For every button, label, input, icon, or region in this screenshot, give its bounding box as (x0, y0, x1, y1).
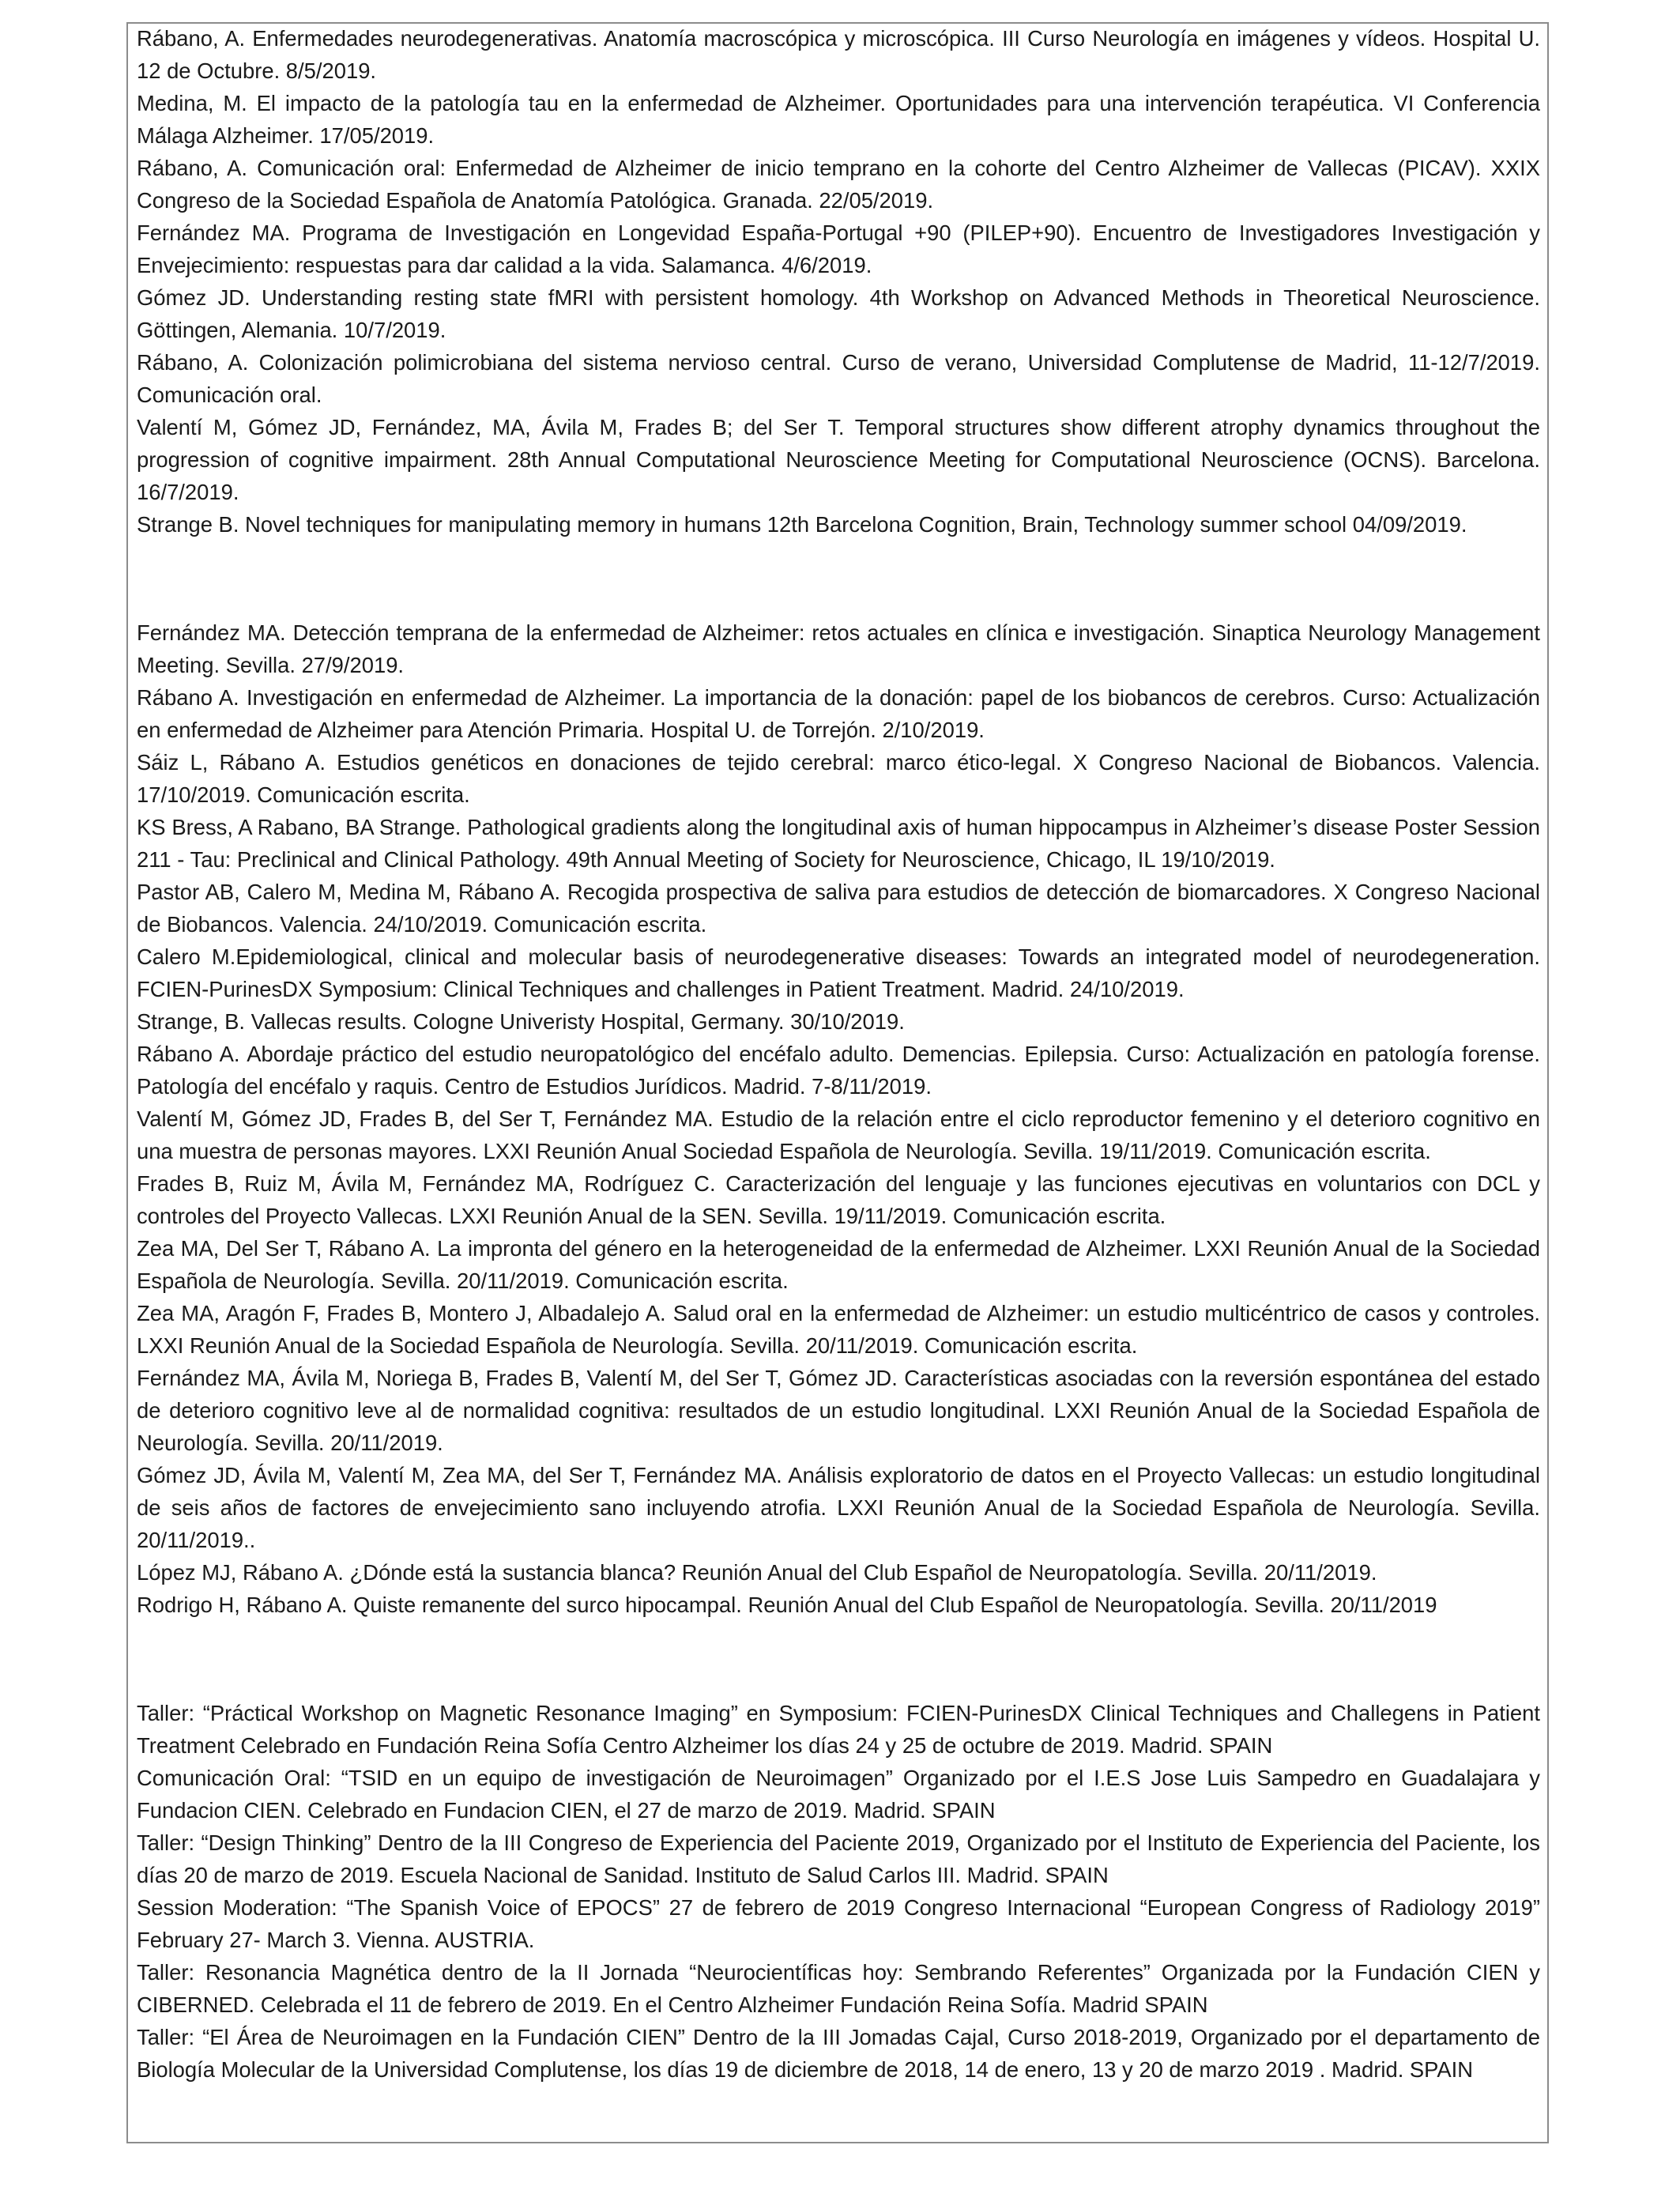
reference-entry: López MJ, Rábano A. ¿Dónde está la sustancia blanca? Reunión Anual del Club Español de Neuropatología. Sevilla. 20/11/2019. (137, 1559, 1377, 1585)
reference-entry: KS Bress, A Rabano, BA Strange. Pathological gradients along the longitudinal axis of human hippocampus in Alzheimer’s disease Poster Session 211 - Tau: Preclinical and Clinical Pathology. 49th Annual Meeting of Society for Neuroscience, Chicago, IL 19/10/2019. (137, 814, 1540, 872)
reference-entry: Session Moderation: “The Spanish Voice of EPOCS” 27 de febrero de 2019 Congreso Internacional “European Congress of Radiology 2019” February 27- March 3. Vienna. AUSTRIA. (137, 1894, 1540, 1952)
reference-entry: Zea MA, Aragón F, Frades B, Montero J, Albadalejo A. Salud oral en la enfermedad de Alzheimer: un estudio multicéntrico de casos y controles. LXXI Reunión Anual de la Sociedad Española de Neurología. Sevilla. 20/11/2019. Comunicación escrita. (137, 1300, 1540, 1358)
reference-entry: Frades B, Ruiz M, Ávila M, Fernández MA, Rodríguez C. Caracterización del lenguaje y las funciones ejecutivas en voluntarios con DCL y controles del Proyecto Vallecas. LXXI Reunión Anual de la SEN. Sevilla. 19/11/2019. Comunicación escrita. (137, 1171, 1540, 1228)
reference-entry: Taller: “Design Thinking” Dentro de la III Congreso de Experiencia del Paciente 2019, Organizado por el Instituto de Experiencia del Paciente, los días 20 de marzo de 2019. Escuela Nacional de Sanidad. Instituto de Salud Carlos III. Madrid. SPAIN (137, 1830, 1540, 1887)
reference-entry: Gómez JD, Ávila M, Valentí M, Zea MA, del Ser T, Fernández MA. Análisis exploratorio de datos en el Proyecto Vallecas: un estudio longitudinal de seis años de factores de envejecimiento sano incluyendo atrofia. LXXI Reunión Anual de la Sociedad Española de Neurología. Sevilla. 20/11/2019.. (137, 1462, 1540, 1552)
reference-entry: Rábano, A. Colonización polimicrobiana del sistema nervioso central. Curso de verano, Universidad Complutense de Madrid, 11-12/7/2019. Comunicación oral. (137, 350, 1540, 407)
reference-entry: Taller: “Práctical Workshop on Magnetic Resonance Imaging” en Symposium: FCIEN-PurinesDX Clinical Techniques and Challegens in Patient Treatment Celebrado en Fundación Reina Sofía Centro Alzheimer los días 24 y 25 de octubre de 2019. Madrid. SPAIN (137, 1700, 1540, 1758)
blank-line (137, 1642, 1540, 1675)
reference-entry: Rábano A. Investigación en enfermedad de Alzheimer. La importancia de la donación: papel de los biobancos de cerebros. Curso: Actualización en enfermedad de Alzheimer para Atención Primaria. Hospital U. de Torrejón. 2/10/2019. (137, 684, 1540, 742)
reference-entry: Zea MA, Del Ser T, Rábano A. La impronta del género en la heterogeneidad de la enfermedad de Alzheimer. LXXI Reunión Anual de la Sociedad Española de Neurología. Sevilla. 20/11/2019. Comunicación escrita. (137, 1235, 1540, 1293)
reference-entry: Rábano, A. Enfermedades neurodegenerativas. Anatomía macroscópica y microscópica. III Curso Neurología en imágenes y vídeos. Hospital U. 12 de Octubre. 8/5/2019. (137, 26, 1540, 83)
blank-line (137, 562, 1540, 594)
reference-entry: Pastor AB, Calero M, Medina M, Rábano A. Recogida prospectiva de saliva para estudios de detección de biomarcadores. X Congreso Nacional de Biobancos. Valencia. 24/10/2019. Comunicación escrita. (137, 879, 1540, 937)
reference-entry: Rábano, A. Comunicación oral: Enfermedad de Alzheimer de inicio temprano en la cohorte del Centro Alzheimer de Vallecas (PICAV). XXIX Congreso de la Sociedad Española de Anatomía Patológica. Granada. 22/05/2019. (137, 156, 1540, 213)
reference-entry: Taller: Resonancia Magnética dentro de la II Jornada “Neurocientíficas hoy: Sembrando Referentes” Organizada por la Fundación CIEN y CIBERNED. Celebrada el 11 de febrero de 2019. En el Centro Alzheimer Fundación Reina Sofía. Madrid SPAIN (137, 1959, 1540, 2017)
reference-entry: Strange, B. Vallecas results. Cologne Univeristy Hospital, Germany. 30/10/2019. (137, 1008, 905, 1034)
reference-entry: Sáiz L, Rábano A. Estudios genéticos en donaciones de tejido cerebral: marco ético-legal. X Congreso Nacional de Biobancos. Valencia. 17/10/2019. Comunicación escrita. (137, 749, 1540, 807)
reference-list (137, 22, 1540, 2086)
reference-entry: Taller: “El Área de Neuroimagen en la Fundación CIEN” Dentro de la III Jomadas Cajal, Curso 2018-2019, Organizado por el departamento de Biología Molecular de la Universidad Complutense, los días 19 de diciembre de 2018, 14 de enero, 13 y 20 de marzo 2019 . Madrid. SPAIN (137, 2024, 1540, 2082)
reference-entry: Strange B. Novel techniques for manipulating memory in humans 12th Barcelona Cognition, Brain, Technology summer school 04/09/2019. (137, 512, 1467, 537)
reference-entry: Medina, M. El impacto de la patología tau en la enfermedad de Alzheimer. Oportunidades para una intervención terapéutica. VI Conferencia Málaga Alzheimer. 17/05/2019. (137, 91, 1540, 148)
reference-entry: Fernández MA. Programa de Investigación en Longevidad España-Portugal +90 (PILEP+90). Encuentro de Investigadores Investigación y Envejecimiento: respuestas para dar calidad a la vida. Salamanca. 4/6/2019. (137, 221, 1540, 277)
reference-entry: Valentí M, Gómez JD, Fernández, MA, Ávila M, Frades B; del Ser T. Temporal structures show different atrophy dynamics throughout the progression of cognitive impairment. 28th Annual Computational Neuroscience Meeting for Computational Neuroscience (OCNS). Barcelona. 16/7/2019. (137, 415, 1540, 504)
reference-entry: Valentí M, Gómez JD, Frades B, del Ser T, Fernández MA. Estudio de la relación entre el ciclo reproductor femenino y el deterioro cognitivo en una muestra de personas mayores. LXXI Reunión Anual Sociedad Española de Neurología. Sevilla. 19/11/2019. Comunicación escrita. (137, 1106, 1540, 1163)
reference-entry: Fernández MA, Ávila M, Noriega B, Frades B, Valentí M, del Ser T, Gómez JD. Características asociadas con la reversión espontánea del estado de deterioro cognitivo leve al de normalidad cognitiva: resultados de un estudio longitudinal. LXXI Reunión Anual de la Sociedad Española de Neurología. Sevilla. 20/11/2019. (137, 1365, 1540, 1455)
reference-entry: Gómez JD. Understanding resting state fMRI with persistent homology. 4th Workshop on Advanced Methods in Theoretical Neuroscience. Göttingen, Alemania. 10/7/2019. (137, 285, 1540, 342)
reference-entry: Rábano A. Abordaje práctico del estudio neuropatológico del encéfalo adulto. Demencias. Epilepsia. Curso: Actualización en patología forense. Patología del encéfalo y raquis. Centro de Estudios Jurídicos. Madrid. 7-8/11/2019. (137, 1041, 1540, 1099)
reference-entry: Comunicación Oral: “TSID en un equipo de investigación de Neuroimagen” Organizado por el I.E.S Jose Luis Sampedro en Guadalajara y Fundacion CIEN. Celebrado en Fundacion CIEN, el 27 de marzo de 2019. Madrid. SPAIN (137, 1765, 1540, 1823)
reference-entry: Fernández MA. Detección temprana de la enfermedad de Alzheimer: retos actuales en clínica e investigación. Sinaptica Neurology Management Meeting. Sevilla. 27/9/2019. (137, 620, 1540, 677)
reference-entry: Calero M.Epidemiological, clinical and molecular basis of neurodegenerative diseases: Towards an integrated model of neurodegeneration. FCIEN-PurinesDX Symposium: Clinical Techniques and challenges in Patient Treatment. Madrid. 24/10/2019. (137, 944, 1540, 1001)
reference-entry: Rodrigo H, Rábano A. Quiste remanente del surco hipocampal. Reunión Anual del Club Español de Neuropatología. Sevilla. 20/11/2019 (137, 1592, 1437, 1617)
